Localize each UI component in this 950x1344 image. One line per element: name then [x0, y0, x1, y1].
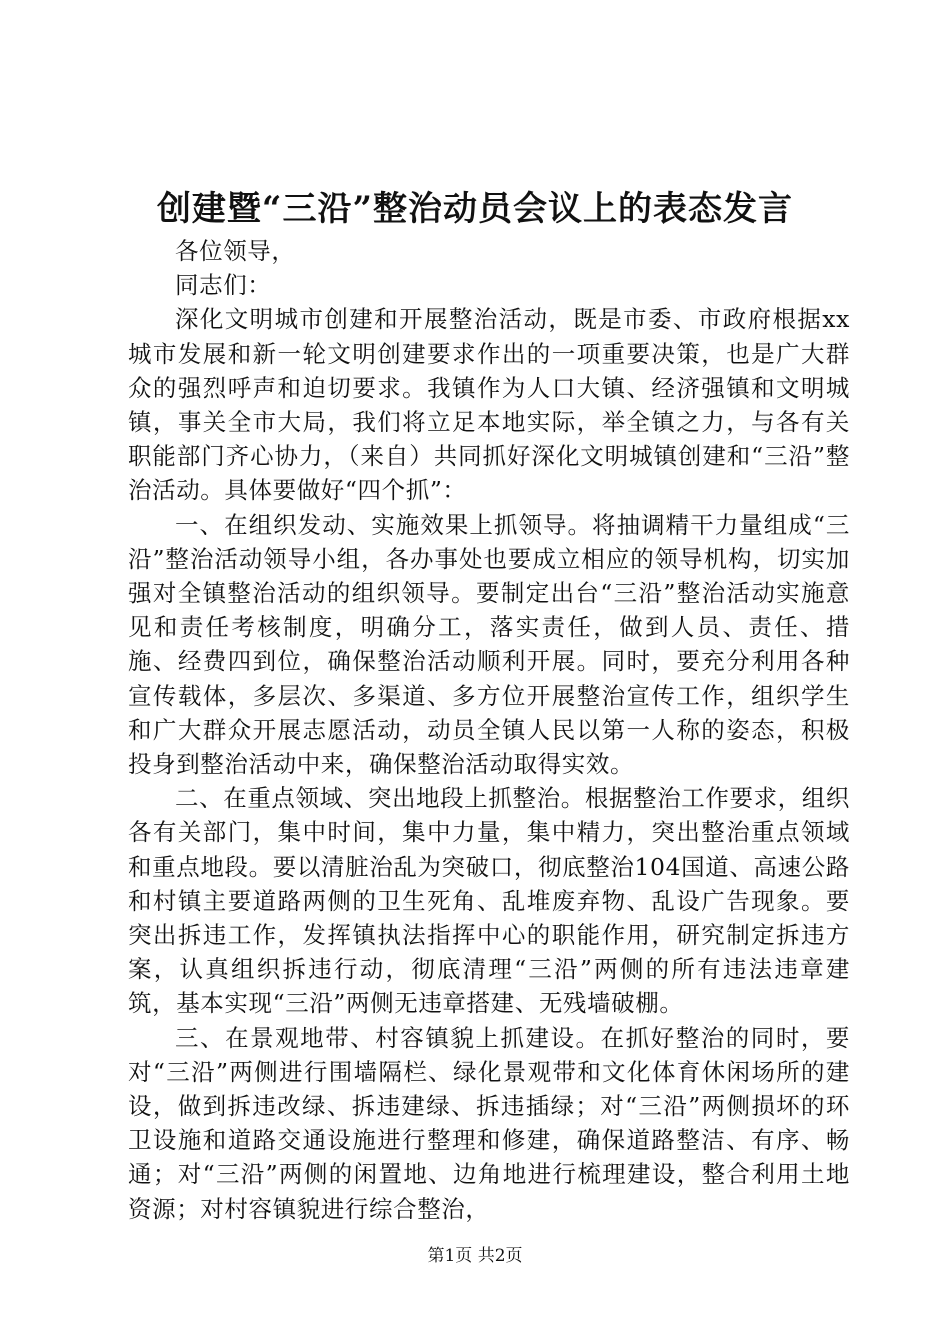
document-body: [128, 234, 850, 1226]
salutation-leaders: 各位领导，: [175, 237, 296, 265]
page-footer: 第1页 共2页: [427, 1246, 523, 1266]
salutation-comrades: 同志们：: [175, 271, 272, 300]
paragraph-section-2: 二、在重点领域、突出地段上抓整治。根据整治工作要求，组织各有关部门，集中时间，集中力量，集中精力，突出整治重点领域和重点地段。要以清脏治乱为突破口，彻底整治104国道、高速公路和村镇主要道路两侧的卫生死角、乱堆废弃物、乱设广告现象。要突出拆违工作，发挥镇执法指挥中心的职能作用，研究制定拆违方案，认真组织拆违行动，彻底清理“三沿”两侧的所有违法违章建筑，基本实现“三沿”两侧无违章搭建、无残墙破棚。: [128, 784, 850, 1018]
paragraph-section-3: 三、在景观地带、村容镇貌上抓建设。在抓好整治的同时，要对“三沿”两侧进行围墙隔栏、绿化景观带和文化体育休闲场所的建设，做到拆违改绿、拆违建绿、拆违插绿；对“三沿”两侧损坏的环卫设施和道路交通设施进行整理和修建，确保道路整洁、有序、畅通；对“三沿”两侧的闲置地、边角地进行梳理建设，整合利用土地资源；对村容镇貌进行综合整治，: [128, 1023, 850, 1223]
paragraph-intro: 深化文明城市创建和开展整治活动，既是市委、市政府根据xx城市发展和新一轮文明创建要求作出的一项重要决策，也是广大群众的强烈呼声和迫切要求。我镇作为人口大镇、经济强镇和文明城镇，事关全市大局，我们将立足本地实际，举全镇之力，与各有关职能部门齐心协力，（来自）共同抓好深化文明城镇创建和“三沿”整治活动。具体要做好“四个抓”：: [128, 305, 850, 505]
paragraph-section-1: 一、在组织发动、实施效果上抓领导。将抽调精干力量组成“三沿”整治活动领导小组，各办事处也要成立相应的领导机构，切实加强对全镇整治活动的组织领导。要制定出台“三沿”整治活动实施意见和责任考核制度，明确分工，落实责任，做到人员、责任、措施、经费四到位，确保整治活动顺利开展。同时，要充分利用各种宣传载体，多层次、多渠道、多方位开展整治宣传工作，组织学生和广大群众开展志愿活动，动员全镇人民以第一人称的姿态，积极投身到整治活动中来，确保整治活动取得实效。: [128, 510, 850, 779]
document-title: 创建暨“三沿”整治动员会议上的表态发言: [156, 189, 794, 229]
